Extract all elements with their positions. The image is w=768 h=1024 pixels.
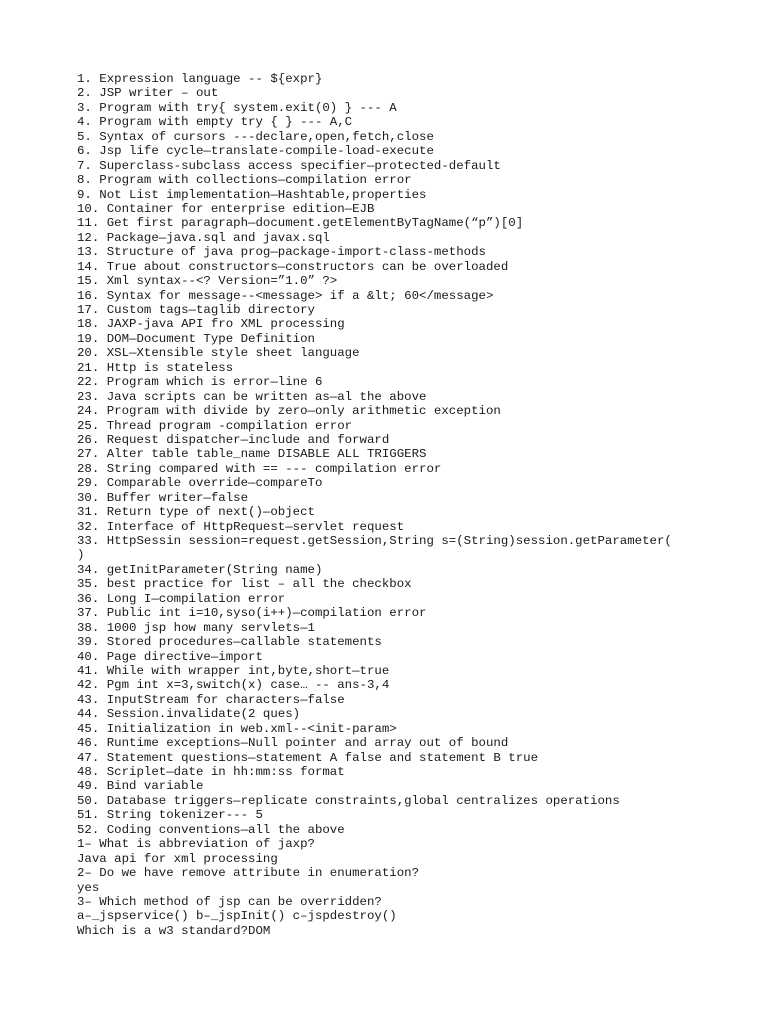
text-line: 15. Xml syntax--<? Version=”1.0” ?> [77,274,338,289]
text-line: 8. Program with collections—compilation error [77,173,412,188]
text-line: 37. Public int i=10,syso(i++)—compilation error [77,606,427,621]
text-line: 2– Do we have remove attribute in enumeration? [77,866,420,881]
text-line: 5. Syntax of cursors ---declare,open,fetch,close [77,129,434,144]
text-line: 47. Statement questions—statement A false and statement B true [77,750,539,765]
text-line: 29. Comparable override—compareTo [77,476,323,491]
text-line: 45. Initialization in web.xml--<init-param> [77,721,397,736]
text-line: 12. Package—java.sql and javax.sql [77,230,330,245]
text-line: 2. JSP writer – out [77,86,219,101]
text-line: 36. Long I—compilation error [77,591,286,606]
text-line: 10. Container for enterprise edition—EJB [77,201,375,216]
text-line: 46. Runtime exceptions—Null pointer and array out of bound [77,736,509,751]
text-line: 26. Request dispatcher—include and forward [77,432,390,447]
text-line: Java api for xml processing [77,851,278,866]
text-line: 21. Http is stateless [77,360,234,375]
text-line: 1. Expression language -- ${expr} [77,72,323,86]
text-line: 44. Session.invalidate(2 ques) [77,707,301,722]
text-line: 51. String tokenizer--- 5 [77,808,263,823]
text-line: 22. Program which is error—line 6 [77,375,323,390]
text-line: 33. HttpSessin session=request.getSession,String s=(String)session.getParameter( [77,534,672,548]
text-line: a–_jspservice() b–_jspInit() c–jspdestroy() [77,909,397,924]
text-line: 34. getInitParameter(String name) [77,562,323,577]
text-line: 6. Jsp life cycle—translate-compile-load-execute [77,144,434,159]
text-line: 7. Superclass-subclass access specifier—protected-default [77,158,501,173]
text-line: 49. Bind variable [77,779,204,794]
text-line: 23. Java scripts can be written as—al the above [77,389,427,404]
text-line: 38. 1000 jsp how many servlets—1 [77,620,315,635]
text-line: 30. Buffer writer—false [77,490,249,505]
text-line: 9. Not List implementation—Hashtable,properties [77,187,427,202]
text-line: 20. XSL—Xtensible style sheet language [77,346,360,361]
text-line: 1– What is abbreviation of jaxp? [77,837,315,852]
text-line: 24. Program with divide by zero—only arithmetic exception [77,404,501,419]
text-line: 3– Which method of jsp can be overridden? [77,894,382,909]
text-line: 40. Page directive—import [77,649,263,664]
text-line: 4. Program with empty try { } --- A,C [77,115,353,130]
text-line: 28. String compared with == --- compilation error [77,461,442,476]
text-line: 13. Structure of java prog—package-import-class-methods [77,245,486,260]
text-line: 52. Coding conventions—all the above [77,822,345,837]
text-line: 3. Program with try{ system.exit(0) } --- A [77,100,397,115]
text-line: 27. Alter table table_name DISABLE ALL TRIGGERS [77,447,427,462]
text-line: yes [77,880,100,895]
text-line: 17. Custom tags—taglib directory [77,303,315,317]
text-line: 39. Stored procedures—callable statements [77,635,382,650]
text-line: 11. Get first paragraph—document.getElementByTagName(“p”)[0] [77,216,524,231]
text-line: 41. While with wrapper int,byte,short—true [77,663,390,678]
text-line: Which is a w3 standard?DOM [77,923,271,938]
text-line: 43. InputStream for characters—false [77,692,345,707]
text-line: 42. Pgm int x=3,switch(x) case… -- ans-3,4 [77,678,390,693]
text-line: 48. Scriplet—date in hh:mm:ss format [77,765,345,779]
text-line: 50. Database triggers—replicate constraints,global centralizes operations [77,793,620,808]
text-line: 19. DOM—Document Type Definition [77,331,315,346]
text-line: 31. Return type of next()—object [77,505,315,520]
text-line: 18. JAXP-java API fro XML processing [77,317,345,332]
document-text [77,72,717,938]
text-line: 35. best practice for list – all the checkbox [77,577,412,592]
text-line: 25. Thread program -compilation error [77,418,353,433]
text-line: 14. True about constructors—constructors can be overloaded [77,259,509,274]
text-line: ) [77,548,85,563]
text-line: 16. Syntax for message--<message> if a &lt; 60</message> [77,288,494,303]
text-line: 32. Interface of HttpRequest—servlet request [77,519,405,534]
